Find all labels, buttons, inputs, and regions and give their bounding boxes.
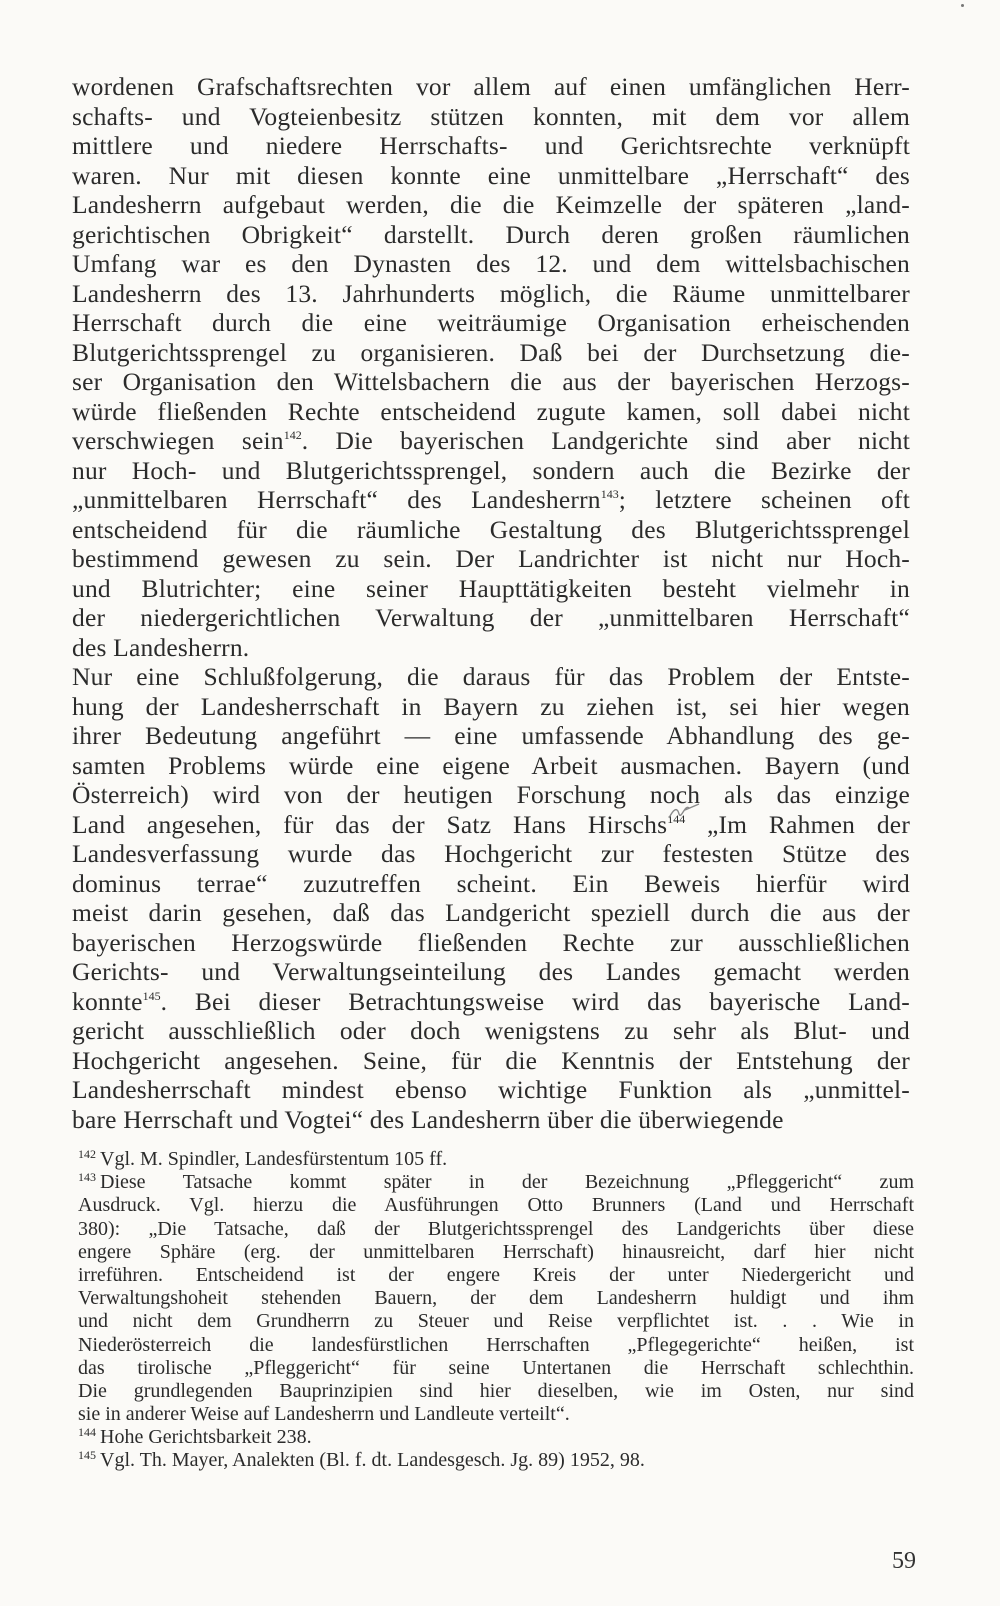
line-text: . Die bayerischen Landgerichte sind aber nicht xyxy=(301,426,910,455)
body-line: bayerischen Herzogswürde fließenden Rechte zur ausschließlichen xyxy=(72,927,910,957)
body-line xyxy=(72,810,910,840)
body-line xyxy=(72,987,910,1017)
footnotes xyxy=(78,1148,914,1473)
footnote-text: Niederösterreich die landesfürstlichen Herrschaften „Pflegegerichte“ heißen, ist xyxy=(78,1333,914,1356)
footnote-line xyxy=(78,1264,914,1287)
body-line: meist darin gesehen, daß das Landgericht speziell durch die aus der xyxy=(72,898,910,927)
footnote-line xyxy=(78,1357,914,1380)
body-line: waren. Nur mit diesen konnte eine unmittelbare „Herrschaft“ des xyxy=(72,160,910,190)
body-line: Landesverfassung wurde das Hochgericht zur festesten Stütze des xyxy=(72,839,910,868)
body-line: nur Hoch- und Blutgerichtssprengel, sondern auch die Bezirke der xyxy=(72,455,910,485)
body-line: Landesherrn des 13. Jahrhunderts möglich, die Räume unmittelbarer xyxy=(72,278,910,308)
body-line: Umfang war es den Dynasten des 12. und dem wittelsbachischen xyxy=(72,249,910,278)
footnote-text: Hohe Gerichtsbarkeit 238. xyxy=(100,1426,312,1449)
body-line: samten Problems würde eine eigene Arbeit ausmachen. Bayern (und xyxy=(72,750,910,780)
line-text: „unmittelbaren Herrschaft“ des Landesherrn xyxy=(72,485,601,514)
body-line: Nur eine Schlußfolgerung, die daraus für das Problem der Entste- xyxy=(72,662,910,691)
footnote-line xyxy=(78,1148,914,1171)
body-line: bare Herrschaft und Vogtei“ des Landesherrn über die überwiegende xyxy=(72,1104,784,1134)
footnote-line xyxy=(78,1218,914,1241)
body-line: schafts- und Vogteienbesitz stützen konnten, mit dem vor allem xyxy=(72,101,910,131)
page-number: 59 xyxy=(892,1548,916,1574)
footnote-line xyxy=(78,1449,914,1472)
footnote-marker[interactable]: 144 xyxy=(667,811,686,826)
footnote-line xyxy=(78,1241,914,1264)
body-line: würde fließenden Rechte entscheidend zugute kamen, soll dabei nicht xyxy=(72,396,910,426)
footnote-text: Die grundlegenden Bauprinzipien sind hier dieselben, wie im Osten, nur sind xyxy=(78,1379,914,1402)
footnote-text: sie in anderer Weise auf Landesherrn und Landleute verteilt“. xyxy=(78,1403,570,1426)
body-line: der niedergerichtlichen Verwaltung der „unmittelbaren Herrschaft“ xyxy=(72,603,910,632)
footnote-list xyxy=(78,1148,914,1473)
footnote-line xyxy=(78,1310,914,1333)
footnote-marker[interactable]: 143 xyxy=(600,487,619,501)
body-line: des Landesherrn. xyxy=(72,632,250,662)
footnote-line xyxy=(78,1334,914,1357)
line-text: konnte xyxy=(72,986,143,1016)
footnote-text: Diese Tatsache kommt später in der Bezeichnung „Pfleggericht“ zum xyxy=(100,1171,914,1194)
line-text: „Im Rahmen der xyxy=(685,809,911,839)
body-line: Hochgericht angesehen. Seine, für die Kenntnis der Entstehung der xyxy=(72,1045,910,1075)
footnote-line xyxy=(78,1403,914,1426)
line-text: verschwiegen sein xyxy=(72,426,284,455)
footnote-marker[interactable]: 142 xyxy=(283,428,302,442)
body-line: Landesherrn aufgebaut werden, die die Keimzelle der späteren „land- xyxy=(72,190,910,219)
body-line: gericht ausschließlich oder doch wenigstens zu sehr als Blut- und xyxy=(72,1016,910,1045)
body-line: bestimmend gewesen zu sein. Der Landrichter ist nicht nur Hoch- xyxy=(72,544,910,573)
line-text: . Bei dieser Betrachtungsweise wird das bayerische Land- xyxy=(160,986,910,1016)
body-line: gerichtischen Obrigkeit“ darstellt. Durch deren großen räumlichen xyxy=(72,219,910,249)
footnote-text: engere Sphäre (erg. der unmittelbaren Herrschaft) hinausreicht, darf hier nicht xyxy=(78,1240,914,1263)
body-line xyxy=(72,485,910,515)
footnote-number: 142 xyxy=(78,1147,96,1161)
body-line: Herrschaft durch die eine weiträumige Organisation erheischenden xyxy=(72,308,910,337)
footnote-line xyxy=(78,1380,914,1403)
body-line: Österreich) wird von der heutigen Forschung noch als das einzige xyxy=(72,780,910,809)
body-line: ihrer Bedeutung angeführt — eine umfassende Abhandlung des ge- xyxy=(72,721,910,750)
line-text: ; letztere scheinen oft xyxy=(618,485,910,514)
footnote-number: 143 xyxy=(78,1170,96,1185)
body-line: hung der Landesherrschaft in Bayern zu ziehen ist, sei hier wegen xyxy=(72,691,910,721)
pencil-annotation-icon xyxy=(665,796,705,824)
footnote-number: 144 xyxy=(78,1425,96,1440)
footnote-text: Ausdruck. Vgl. hierzu die Ausführungen Otto Brunners (Land und Herrschaft xyxy=(78,1194,914,1217)
footnote-text: Vgl. M. Spindler, Landesfürstentum 105 ff. xyxy=(100,1148,448,1170)
footnote-line xyxy=(78,1194,914,1217)
footnote-line xyxy=(78,1171,914,1194)
footnote-text: 380): „Die Tatsache, daß der Blutgerichtssprengel des Landgerichts über diese xyxy=(78,1217,914,1240)
footnote-line xyxy=(78,1426,914,1449)
paper-speck xyxy=(961,4,964,7)
body-line: Blutgerichtssprengel zu organisieren. Daß bei der Durchsetzung die- xyxy=(72,337,910,367)
footnote-text: und nicht dem Grundherrn zu Steuer und Reise verpflichtet ist. . . Wie in xyxy=(78,1310,914,1333)
footnote-line xyxy=(78,1287,914,1310)
body-line: Gerichts- und Verwaltungseinteilung des Landes gemacht werden xyxy=(72,957,910,986)
body-line: ser Organisation den Wittelsbachern die aus der bayerischen Herzogs- xyxy=(72,367,910,396)
body-line: dominus terrae“ zuzutreffen scheint. Ein Beweis hierfür wird xyxy=(72,868,910,898)
footnote-text: irreführen. Entscheidend ist der engere Kreis der unter Niedergericht und xyxy=(78,1263,914,1286)
footnote-marker[interactable]: 145 xyxy=(142,988,161,1003)
footnote-number: 145 xyxy=(78,1448,96,1463)
body-text xyxy=(72,72,910,1134)
body-line: wordenen Grafschaftsrechten vor allem auf einen umfänglichen Herr- xyxy=(72,72,910,101)
body-line: und Blutrichter; eine seiner Haupttätigkeiten besteht vielmehr in xyxy=(72,573,910,603)
footnote-text: Vgl. Th. Mayer, Analekten (Bl. f. dt. Landesgesch. Jg. 89) 1952, 98. xyxy=(100,1449,645,1472)
footnote-text: das tirolische „Pfleggericht“ für seine Untertanen die Herrschaft schlechthin. xyxy=(78,1356,914,1379)
body-line: entscheidend für die räumliche Gestaltung des Blutgerichtssprengel xyxy=(72,514,910,544)
body-line: mittlere und niedere Herrschafts- und Gerichtsrechte verknüpft xyxy=(72,131,910,160)
body-line xyxy=(72,426,910,456)
footnote-text: Verwaltungshoheit stehenden Bauern, der dem Landesherrn huldigt und ihm xyxy=(78,1287,914,1310)
body-line: Landesherrschaft mindest ebenso wichtige Funktion als „unmittel- xyxy=(72,1075,910,1104)
line-text: Land angesehen, für das der Satz Hans Hirschs xyxy=(72,809,668,839)
